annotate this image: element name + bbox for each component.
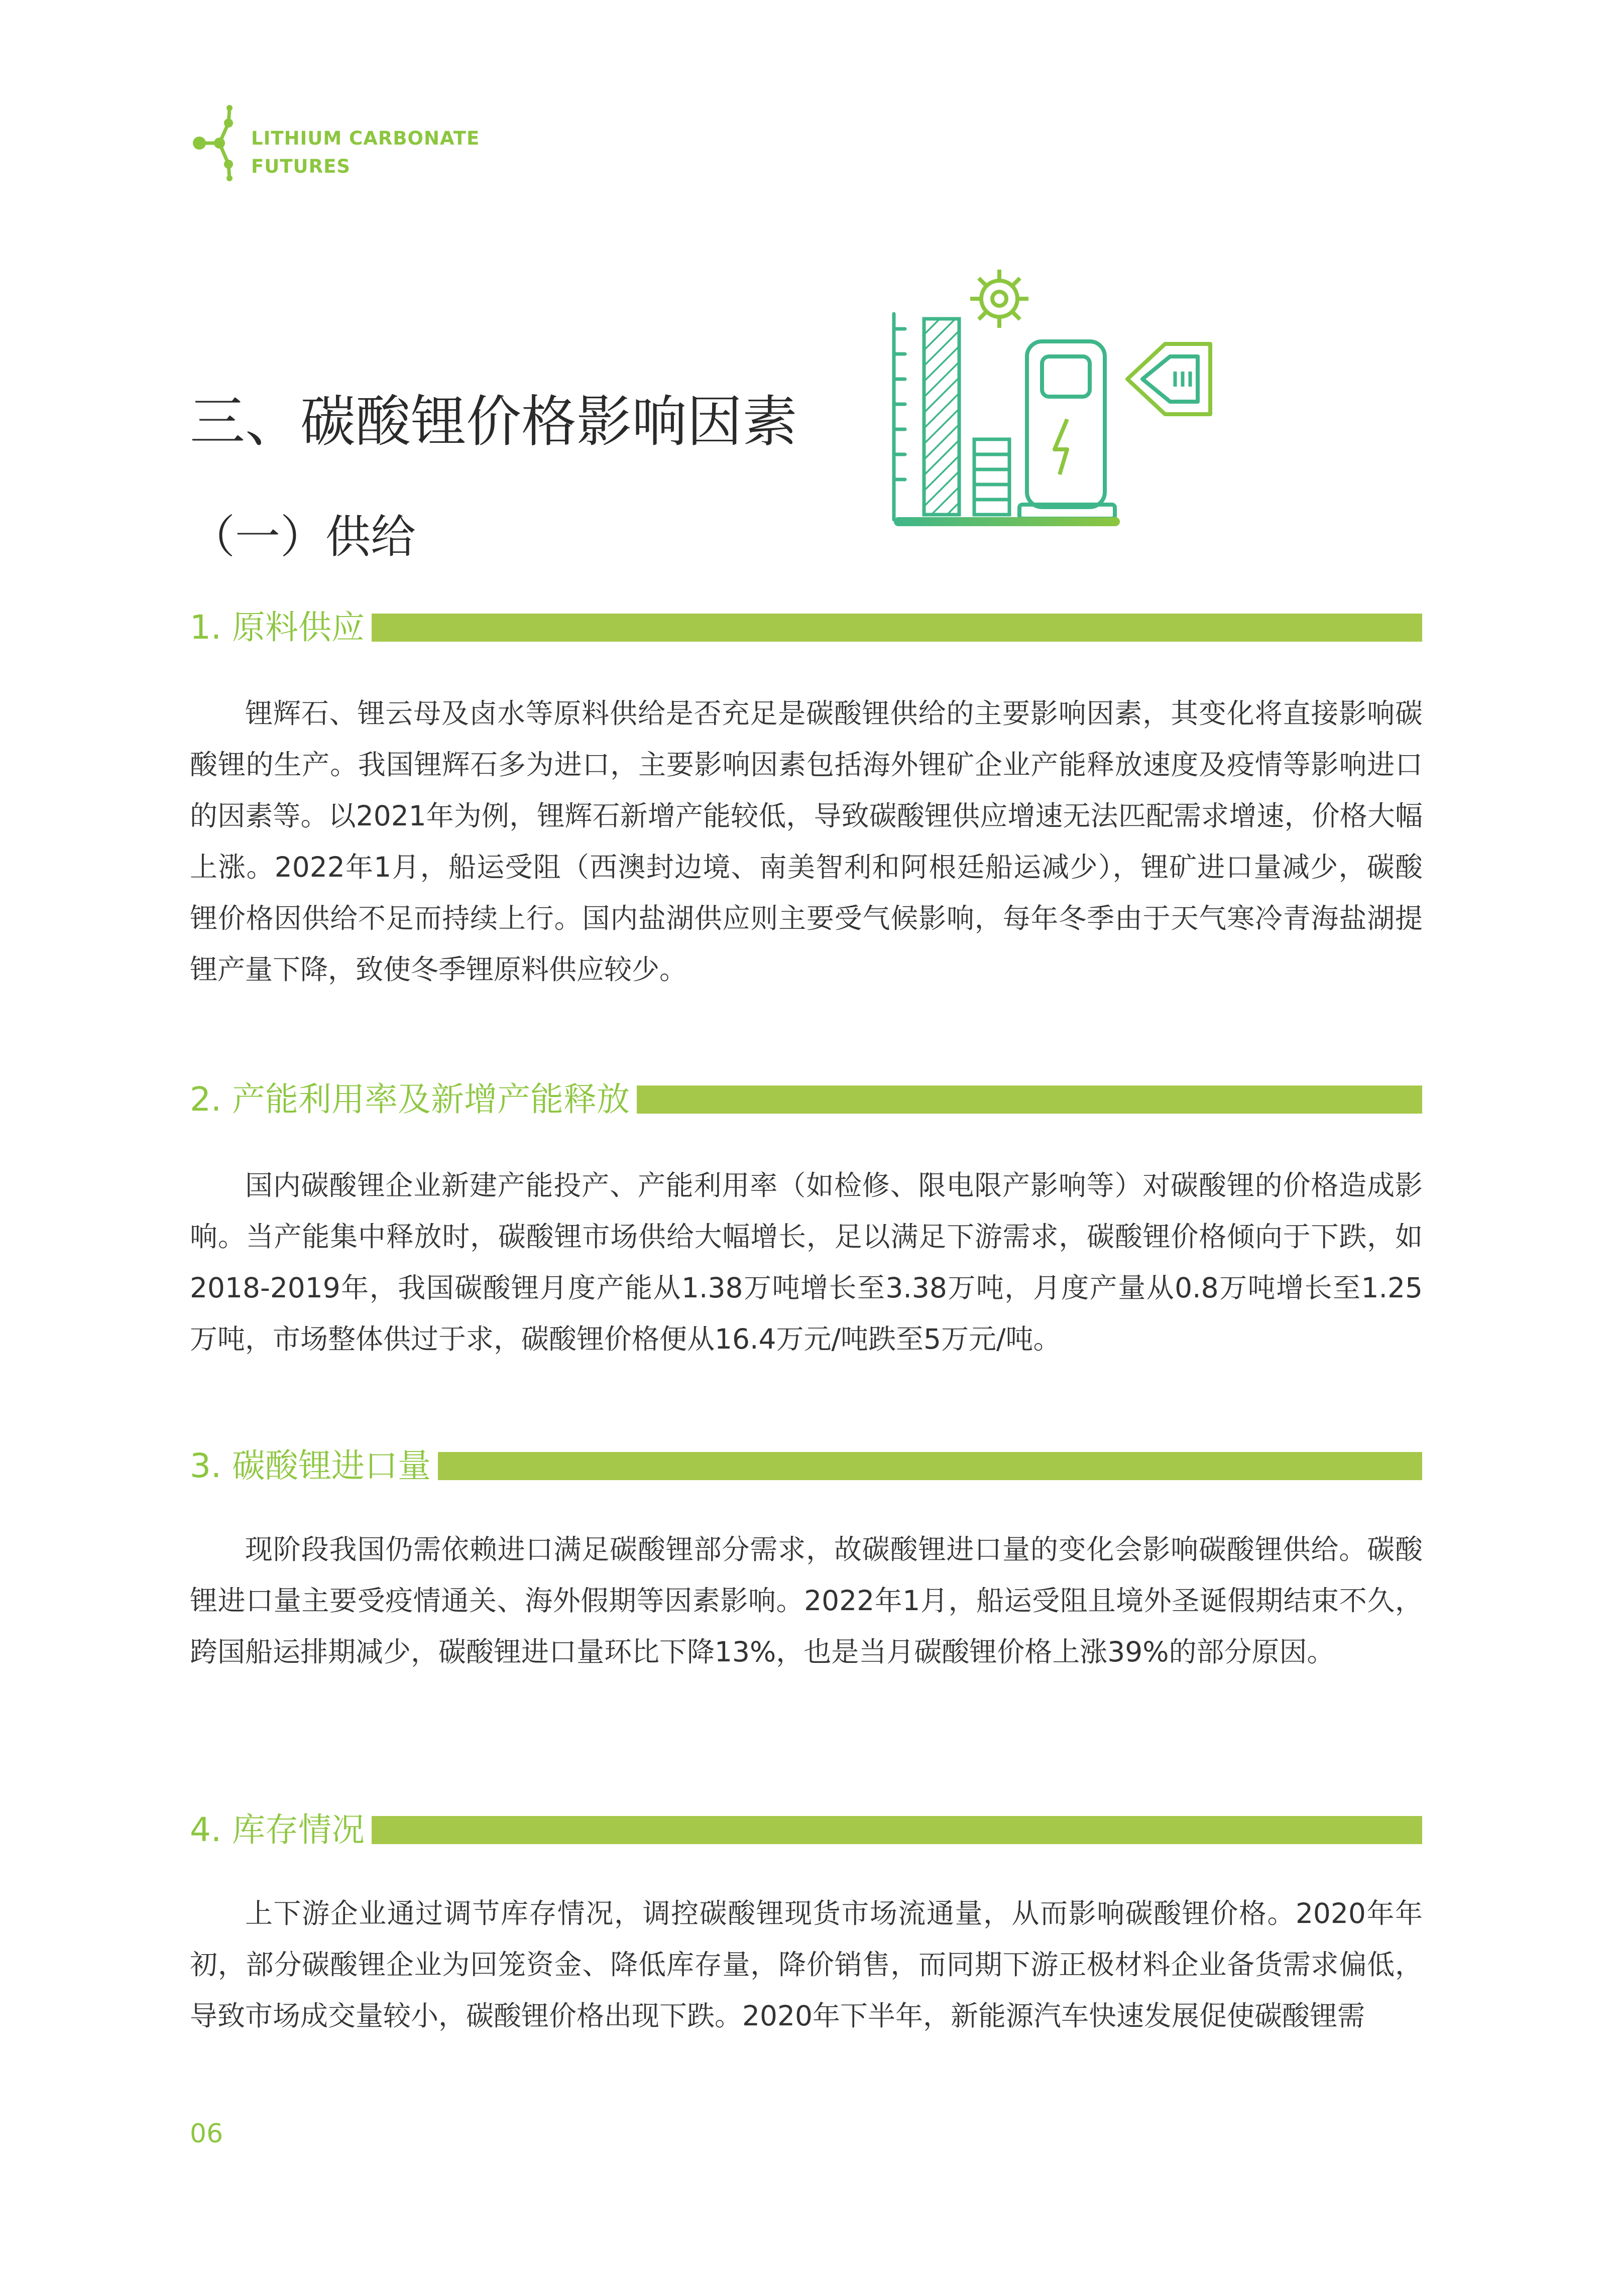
brand-text bbox=[251, 125, 480, 181]
brand-line-2: FUTURES bbox=[251, 156, 351, 177]
chapter-title: 三、碳酸锂价格影响因素 bbox=[190, 390, 797, 454]
subsection-title: （一）供给 bbox=[190, 511, 416, 563]
molecule-logo-icon bbox=[188, 103, 244, 183]
section-heading-label: 3. 碳酸锂进口量 bbox=[190, 1446, 431, 1485]
section-heading-raw-material bbox=[190, 608, 1422, 648]
page-number: 06 bbox=[190, 2119, 223, 2149]
section-heading-bar bbox=[372, 614, 1422, 642]
section-heading-bar bbox=[637, 1085, 1422, 1114]
section-heading-bar bbox=[438, 1452, 1422, 1480]
section-paragraph: 锂辉石、锂云母及卤水等原料供给是否充足是碳酸锂供给的主要影响因素，其变化将直接影响碳酸锂的生产。我国锂辉石多为进口，主要影响因素包括海外锂矿企业产能释放速度及疫情等影响进口的因素等。以2021年为例，锂辉石新增产能较低，导致碳酸锂供应增速无法匹配需求增速，价格大幅上涨。2022年1月，船运受阻（西澳封边境、南美智利和阿根廷船运减少），锂矿进口量减少，碳酸锂价格因供给不足而持续上行。国内盐湖供应则主要受气候影响，每年冬季由于天气寒冷青海盐湖提锂产量下降，致使冬季锂原料供应较少。 bbox=[190, 697, 1423, 986]
section-heading-bar bbox=[372, 1816, 1422, 1844]
section-heading-import bbox=[190, 1446, 1422, 1486]
brand-line-1: LITHIUM CARBONATE bbox=[251, 128, 480, 149]
battery-charging-illustration-icon bbox=[874, 259, 1235, 530]
section-heading-label: 1. 原料供应 bbox=[190, 608, 365, 647]
section-heading-label: 2. 产能利用率及新增产能释放 bbox=[190, 1080, 630, 1119]
section-heading-inventory bbox=[190, 1810, 1422, 1850]
section-heading-label: 4. 库存情况 bbox=[190, 1810, 365, 1849]
section-paragraph: 上下游企业通过调节库存情况，调控碳酸锂现货市场流通量，从而影响碳酸锂价格。2020年年初，部分碳酸锂企业为回笼资金、降低库存量，降价销售，而同期下游正极材料企业备货需求偏低，导致市场成交量较小，碳酸锂价格出现下跌。2020年下半年，新能源汽车快速发展促使碳酸锂需 bbox=[190, 1897, 1423, 2032]
section-heading-capacity bbox=[190, 1079, 1422, 1120]
section-paragraph: 国内碳酸锂企业新建产能投产、产能利用率（如检修、限电限产影响等）对碳酸锂的价格造成影响。当产能集中释放时，碳酸锂市场供给大幅增长，足以满足下游需求，碳酸锂价格倾向于下跌，如2018-2019年，我国碳酸锂月度产能从1.38万吨增长至3.38万吨，月度产量从0.8万吨增长至1.25万吨，市场整体供过于求，碳酸锂价格便从16.4万元/吨跌至5万元/吨。 bbox=[190, 1169, 1423, 1355]
section-paragraph: 现阶段我国仍需依赖进口满足碳酸锂部分需求，故碳酸锂进口量的变化会影响碳酸锂供给。碳酸锂进口量主要受疫情通关、海外假期等因素影响。2022年1月，船运受阻且境外圣诞假期结束不久，跨国船运排期减少，碳酸锂进口量环比下降13%，也是当月碳酸锂价格上涨39%的部分原因。 bbox=[190, 1533, 1423, 1668]
